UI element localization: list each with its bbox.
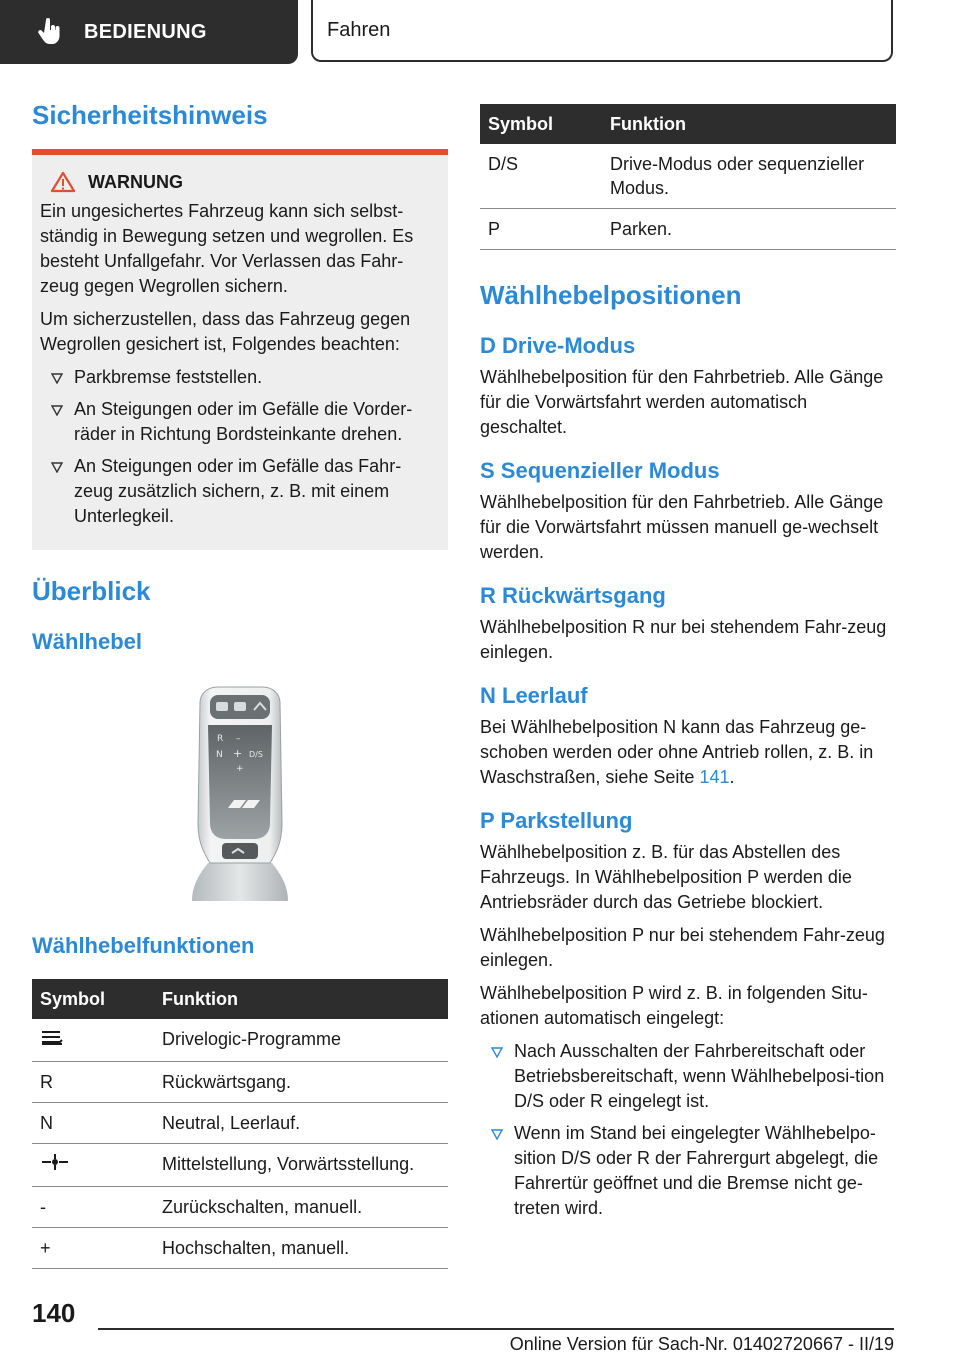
symbol-cell: - bbox=[32, 1187, 154, 1228]
symbol-cell: P bbox=[480, 209, 602, 250]
list-item bbox=[480, 1121, 896, 1221]
park-text-3: Wählhebelposition P wird z. B. in folgenden Situ-ationen automatisch eingelegt: bbox=[480, 983, 868, 1028]
warning-paragraph-1: Ein ungesichertes Fahrzeug kann sich selbst-ständig in Bewegung setzen und wegrollen. Es besteht Unfallgefahr. Vor Verlassen das Fahr-zeug gegen Wegrollen sichern. bbox=[40, 201, 414, 296]
svg-text:R: R bbox=[217, 734, 224, 744]
warning-triangle-icon bbox=[50, 171, 76, 193]
symbol-cell: + bbox=[32, 1228, 154, 1269]
overview-title: Überblick bbox=[32, 576, 151, 606]
warning-list bbox=[40, 365, 440, 529]
bullet-triangle-icon bbox=[40, 365, 74, 390]
neutral-text-body: Bei Wählhebelposition N kann das Fahrzeug ge-schoben werden oder ohne Antrieb rollen, z. B. in Waschstraßen, siehe Seite bbox=[480, 717, 874, 787]
footer-rule bbox=[98, 1328, 894, 1330]
positions-title: Wählhebelpositionen bbox=[480, 280, 742, 310]
table-row bbox=[32, 1062, 448, 1103]
svg-text:D/S: D/S bbox=[249, 750, 263, 759]
list-item bbox=[40, 397, 440, 447]
function-cell: Zurückschalten, manuell. bbox=[154, 1187, 448, 1228]
drivelogic-icon bbox=[40, 1027, 64, 1047]
chapter-label: Fahren bbox=[327, 18, 391, 41]
page-link[interactable]: 141 bbox=[699, 767, 730, 787]
drive-title: D Drive-Modus bbox=[480, 333, 636, 358]
table-row bbox=[32, 1187, 448, 1228]
table-header-row bbox=[32, 979, 448, 1019]
list-item bbox=[40, 365, 440, 390]
table-row bbox=[32, 1019, 448, 1062]
park-text-1: Wählhebelposition z. B. für das Abstellen des Fahrzeugs. In Wählhebelposition P werden die Antriebsräder durch das Getriebe blockiert. bbox=[480, 842, 852, 912]
svg-text:+: + bbox=[236, 764, 244, 774]
gear-lever-image bbox=[32, 673, 448, 903]
column-header-symbol: Symbol bbox=[32, 979, 154, 1019]
symbol-cell bbox=[32, 1144, 154, 1187]
list-item-text: Wenn im Stand bei eingelegter Wählhebelpo-sition D/S oder R der Fahrergurt abgelegt, die Fahrertür geöffnet und die Bremse nicht ge-treten wird. bbox=[514, 1123, 879, 1218]
bullet-triangle-icon bbox=[40, 454, 74, 529]
list-item bbox=[40, 454, 440, 529]
warning-box bbox=[32, 155, 448, 550]
park-title: P Parkstellung bbox=[480, 808, 633, 833]
function-cell: Drive-Modus oder sequenzieller Modus. bbox=[602, 144, 896, 209]
function-cell: Hochschalten, manuell. bbox=[154, 1228, 448, 1269]
function-cell: Rückwärtsgang. bbox=[154, 1062, 448, 1103]
section-tab[interactable] bbox=[0, 0, 298, 64]
list-item-text: Nach Ausschalten der Fahrbereitschaft oder Betriebsbereitschaft, wenn Wählhebelposi-tion D/S oder R eingelegt ist. bbox=[514, 1041, 885, 1111]
table-header-row bbox=[480, 104, 896, 144]
symbol-cell: R bbox=[32, 1062, 154, 1103]
gear-lever-illustration bbox=[32, 673, 448, 903]
symbol-cell: D/S bbox=[480, 144, 602, 209]
seq-title: S Sequenzieller Modus bbox=[480, 458, 720, 483]
table-row bbox=[480, 209, 896, 250]
function-cell: Mittelstellung, Vorwärtsstellung. bbox=[154, 1144, 448, 1187]
column-header-function: Funktion bbox=[154, 979, 448, 1019]
neutral-title: N Leerlauf bbox=[480, 683, 588, 708]
chapter-tab[interactable] bbox=[311, 0, 893, 62]
table-row bbox=[32, 1103, 448, 1144]
warning-title: WARNUNG bbox=[88, 171, 183, 192]
safety-title: Sicherheitshinweis bbox=[32, 100, 268, 130]
left-column bbox=[32, 100, 448, 1269]
svg-text:–: – bbox=[236, 734, 241, 744]
function-cell: Parken. bbox=[602, 209, 896, 250]
svg-text:+: + bbox=[233, 747, 243, 760]
bullet-triangle-icon bbox=[40, 397, 74, 447]
reverse-text: Wählhebelposition R nur bei stehendem Fahr-zeug einlegen. bbox=[480, 617, 887, 662]
functions-table-continued bbox=[480, 104, 896, 250]
right-column bbox=[480, 104, 896, 1228]
neutral-text bbox=[480, 715, 896, 790]
list-item-text: An Steigungen oder im Gefälle das Fahr-zeug zusätzlich sichern, z. B. mit einem Unterlegkeil. bbox=[74, 456, 402, 526]
warning-heading bbox=[40, 171, 440, 193]
center-position-icon bbox=[40, 1152, 70, 1172]
warning-paragraph-2: Um sicherzustellen, dass das Fahrzeug gegen Wegrollen gesichert ist, Folgendes beachten: bbox=[40, 309, 411, 354]
symbol-cell bbox=[32, 1019, 154, 1062]
list-item-text: An Steigungen oder im Gefälle die Vorder-räder in Richtung Bordsteinkante drehen. bbox=[74, 399, 413, 444]
seq-text: Wählhebelposition für den Fahrbetrieb. Alle Gänge für die Vorwärtsfahrt müssen manuell ge-wechselt werden. bbox=[480, 492, 884, 562]
lever-title: Wählhebel bbox=[32, 629, 143, 654]
functions-table bbox=[32, 979, 448, 1269]
bullet-triangle-icon bbox=[480, 1039, 514, 1114]
list-item-text: Parkbremse feststellen. bbox=[74, 367, 263, 387]
drive-text: Wählhebelposition für den Fahrbetrieb. Alle Gänge für die Vorwärtsfahrt werden automatisch geschaltet. bbox=[480, 367, 884, 437]
function-cell: Neutral, Leerlauf. bbox=[154, 1103, 448, 1144]
list-item bbox=[480, 1039, 896, 1114]
svg-text:N: N bbox=[216, 750, 223, 760]
table-row bbox=[32, 1228, 448, 1269]
column-header-function: Funktion bbox=[602, 104, 896, 144]
neutral-text-end: . bbox=[729, 767, 735, 787]
symbol-cell: N bbox=[32, 1103, 154, 1144]
online-version: Online Version für Sach-Nr. 01402720667 - II/19 bbox=[509, 1334, 894, 1354]
park-list bbox=[480, 1039, 896, 1221]
table-row bbox=[480, 144, 896, 209]
functions-title: Wählhebelfunktionen bbox=[32, 933, 255, 958]
park-text-2: Wählhebelposition P nur bei stehendem Fahr-zeug einlegen. bbox=[480, 925, 885, 970]
bullet-triangle-icon bbox=[480, 1121, 514, 1221]
page-number: 140 bbox=[32, 1298, 76, 1328]
hand-pointer-icon bbox=[38, 18, 62, 46]
function-cell: Drivelogic-Programme bbox=[154, 1019, 448, 1062]
section-label: BEDIENUNG bbox=[84, 20, 207, 43]
reverse-title: R Rückwärtsgang bbox=[480, 583, 666, 608]
table-row bbox=[32, 1144, 448, 1187]
column-header-symbol: Symbol bbox=[480, 104, 602, 144]
